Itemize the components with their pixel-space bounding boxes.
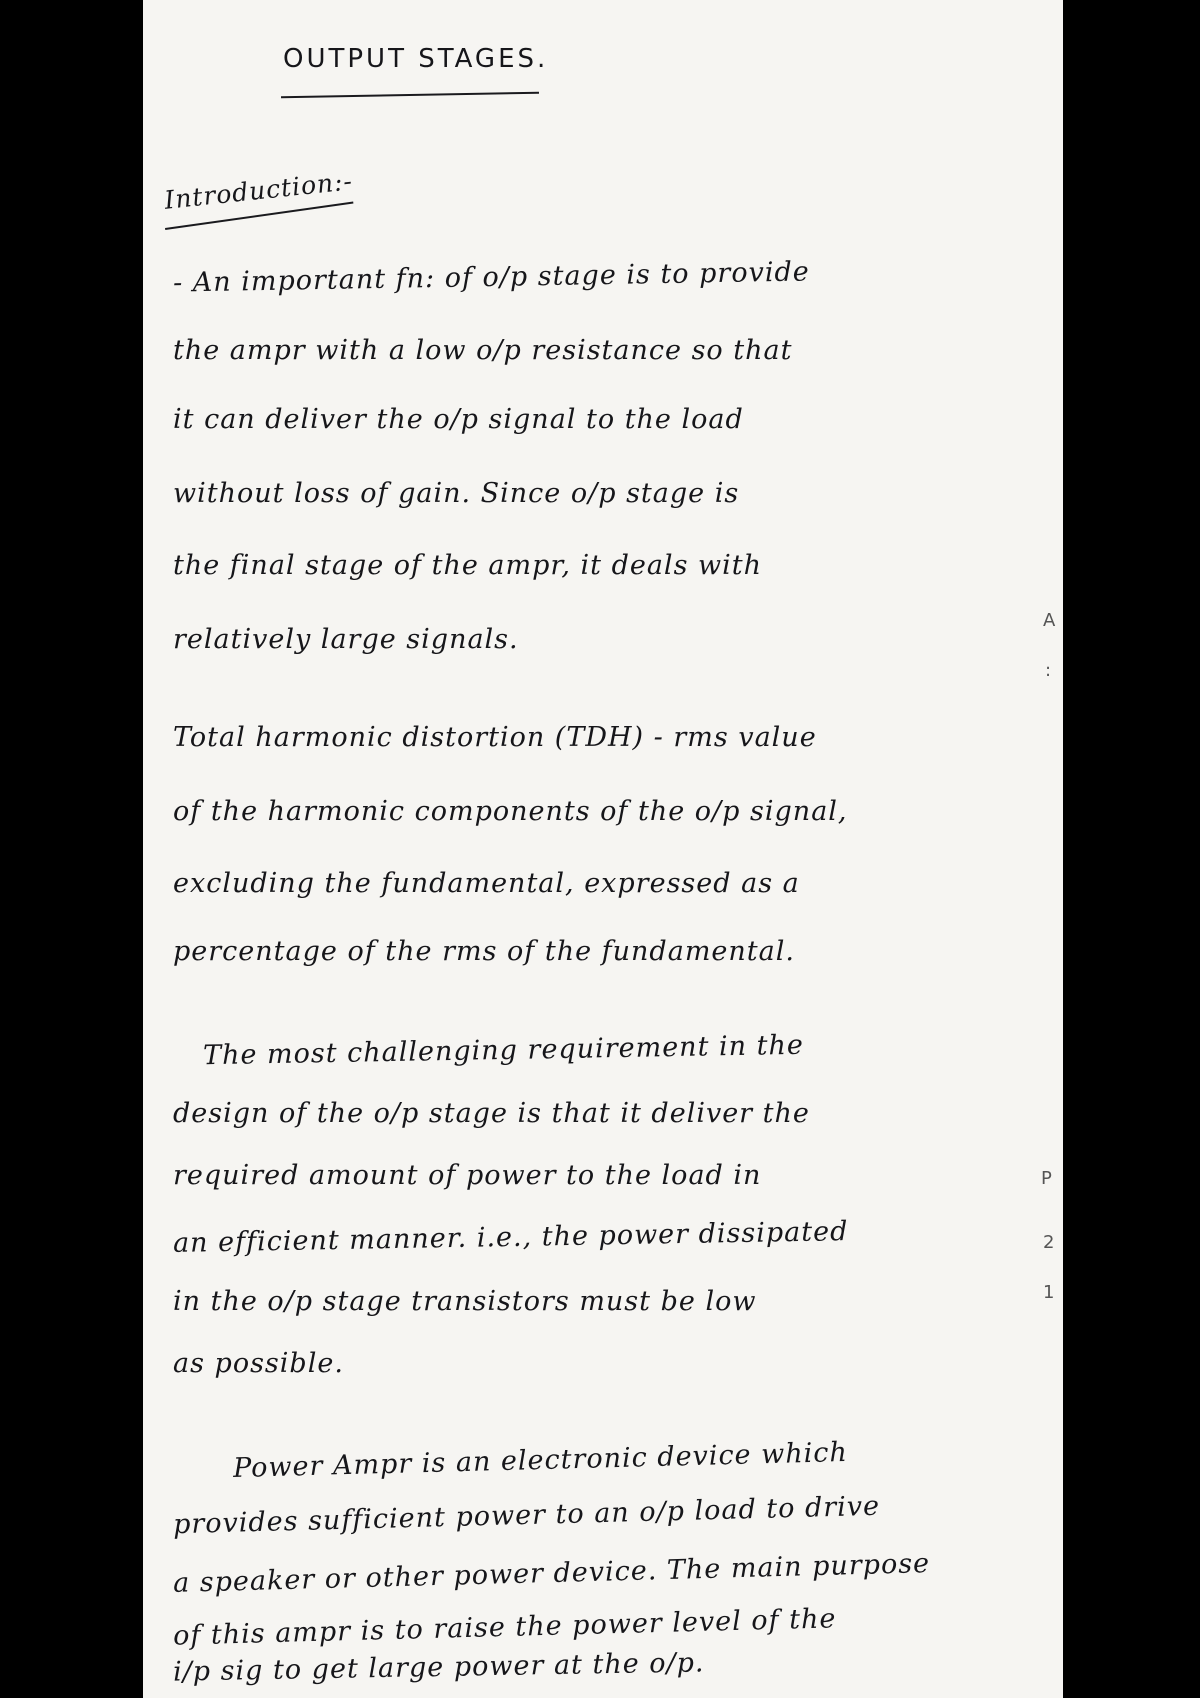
text-line: Power Ampr is an electronic device which — [232, 1436, 849, 1485]
margin-mark: P — [1041, 1168, 1052, 1189]
text-line: percentage of the rms of the fundamental. — [173, 936, 795, 967]
section-heading: Introduction:- — [163, 166, 355, 215]
text-line: in the o/p stage transistors must be low — [173, 1286, 757, 1317]
text-line: The most challenging requirement in the — [202, 1029, 805, 1072]
notebook-page — [143, 0, 1063, 1698]
text-line: as possible. — [173, 1348, 344, 1379]
margin-mark: A — [1043, 610, 1056, 631]
text-line: provides sufficient power to an o/p load to drive — [172, 1490, 881, 1541]
margin-mark: 2 — [1043, 1232, 1055, 1253]
text-line: i/p sig to get large power at the o/p. — [172, 1647, 705, 1688]
title-underline — [281, 92, 539, 99]
text-line: excluding the fundamental, expressed as a — [173, 868, 800, 899]
text-line: the ampr with a low o/p resistance so that — [173, 335, 793, 366]
text-line: - An important fn: of o/p stage is to provide — [172, 256, 810, 299]
text-line: it can deliver the o/p signal to the load — [173, 404, 744, 435]
text-line: required amount of power to the load in — [173, 1160, 762, 1191]
text-line: of this ampr is to raise the power level of the — [172, 1603, 837, 1652]
text-line: relatively large signals. — [173, 624, 519, 655]
text-line: without loss of gain. Since o/p stage is — [173, 478, 740, 509]
text-line: Total harmonic distortion (TDH) - rms value — [173, 722, 817, 753]
text-line: design of the o/p stage is that it deliver the — [173, 1098, 810, 1129]
background-edge — [1063, 0, 1200, 1698]
text-line: an efficient manner. i.e., the power dissipated — [172, 1216, 849, 1259]
margin-mark: : — [1045, 660, 1052, 681]
page-title: OUTPUT STAGES. — [283, 44, 549, 74]
text-line: the final stage of the ampr, it deals with — [173, 550, 762, 581]
margin-mark: 1 — [1043, 1282, 1055, 1303]
text-line: of the harmonic components of the o/p signal, — [173, 796, 848, 827]
text-line: a speaker or other power device. The main purpose — [172, 1548, 931, 1599]
